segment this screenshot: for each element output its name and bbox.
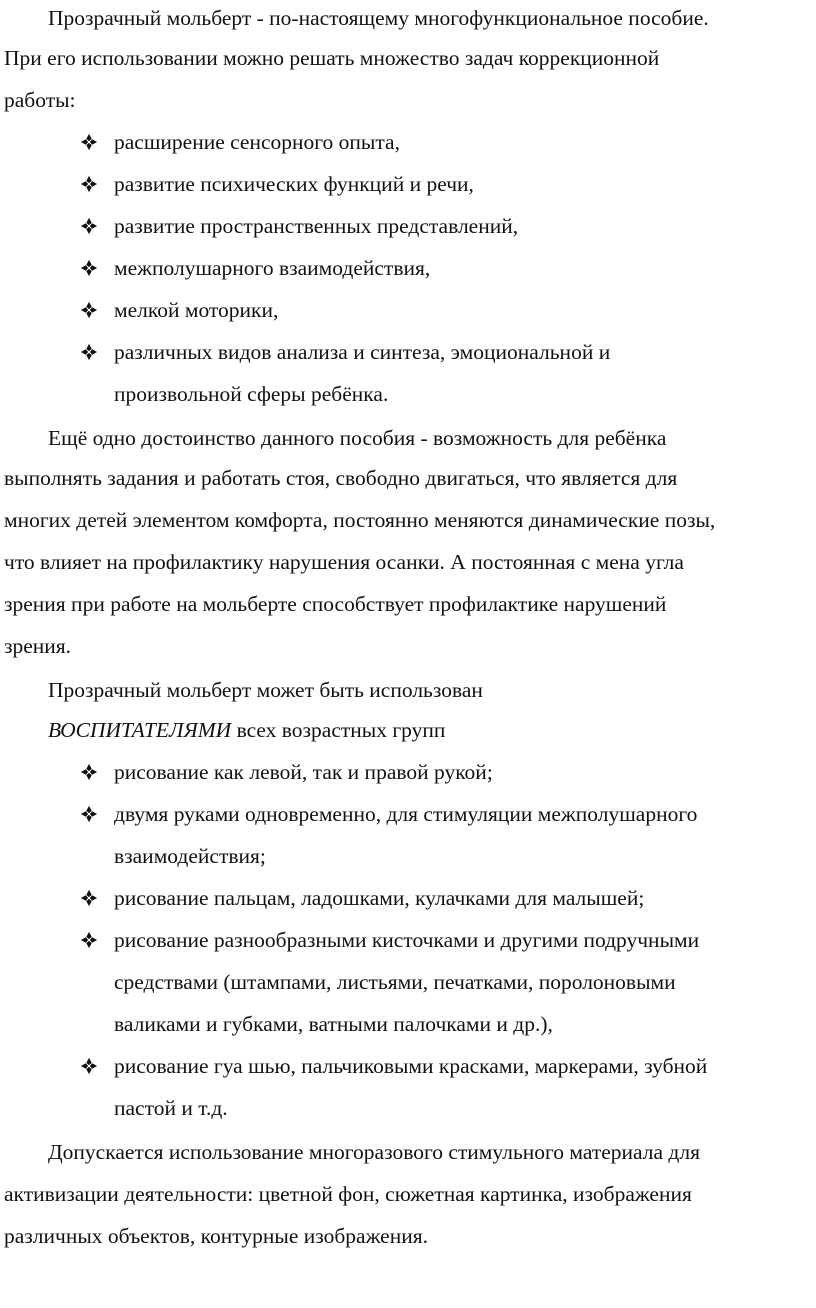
list-item: рисование пальцам, ладошками, кулачками для малышей; — [114, 886, 645, 910]
list-item: различных видов анализа и синтеза, эмоциональной и — [114, 340, 611, 364]
list-item: мелкой моторики, — [114, 298, 279, 322]
paragraph-2-line-2: выполнять задания и работать стоя, свободно двигаться, что является для — [4, 466, 678, 490]
paragraph-2-line-3: многих детей элементом комфорта, постоянно меняются динамические позы, — [4, 508, 716, 532]
paragraph-1-line-2: При его использовании можно решать множество задач коррекционной — [4, 46, 660, 70]
paragraph-3-line-1: Прозрачный мольберт может быть использован — [48, 678, 483, 702]
paragraph-4-line-1: Допускается использование многоразового стимульного материала для — [48, 1140, 700, 1164]
diamond-bullet-icon — [80, 805, 98, 823]
list-item: рисование разнообразными кисточками и другими подручными — [114, 928, 700, 952]
paragraph-1-line-1: Прозрачный мольберт - по-настоящему многофункциональное пособие. — [48, 6, 709, 30]
paragraph-2-line-1: Ещё одно достоинство данного пособия - возможность для ребёнка — [48, 426, 667, 450]
paragraph-2-line-4: что влияет на профилактику нарушения осанки. А постоянная с мена угла — [4, 550, 684, 574]
list-item: рисование гуа шью, пальчиковыми красками, маркерами, зубной — [114, 1054, 708, 1078]
paragraph-2-line-5: зрения при работе на мольберте способствует профилактике нарушений — [4, 592, 667, 616]
list-item-continuation: валиками и губками, ватными палочками и др.), — [114, 1012, 553, 1036]
paragraph-4-line-3: различных объектов, контурные изображения. — [4, 1224, 428, 1248]
diamond-bullet-icon — [80, 763, 98, 781]
diamond-bullet-icon — [80, 259, 98, 277]
list-item: развитие пространственных представлений, — [114, 214, 519, 238]
diamond-bullet-icon — [80, 1057, 98, 1075]
diamond-bullet-icon — [80, 301, 98, 319]
diamond-bullet-icon — [80, 343, 98, 361]
paragraph-4-line-2: активизации деятельности: цветной фон, сюжетная картинка, изображения — [4, 1182, 692, 1206]
list-item: развитие психических функций и речи, — [114, 172, 474, 196]
list-item-continuation: взаимодействия; — [114, 844, 266, 868]
list-item: расширение сенсорного опыта, — [114, 130, 400, 154]
diamond-bullet-icon — [80, 175, 98, 193]
list-item: межполушарного взаимодействия, — [114, 256, 431, 280]
diamond-bullet-icon — [80, 133, 98, 151]
diamond-bullet-icon — [80, 217, 98, 235]
list-item: двумя руками одновременно, для стимуляции межполушарного — [114, 802, 698, 826]
diamond-bullet-icon — [80, 931, 98, 949]
paragraph-1-line-3: работы: — [4, 88, 76, 112]
paragraph-2-line-6: зрения. — [4, 634, 72, 658]
paragraph-3-line-2 — [48, 716, 445, 744]
list-item-continuation: произвольной сферы ребёнка. — [114, 382, 389, 406]
list-item-continuation: средствами (штампами, листьями, печатками, поролоновыми — [114, 970, 676, 994]
list-item: рисование как левой, так и правой рукой; — [114, 760, 493, 784]
list-item-continuation: пастой и т.д. — [114, 1096, 228, 1120]
paragraph-3-line-2-rest: всех возрастных групп — [231, 718, 446, 742]
diamond-bullet-icon — [80, 889, 98, 907]
educators-emphasis: ВОСПИТАТЕЛЯМИ — [48, 718, 232, 742]
